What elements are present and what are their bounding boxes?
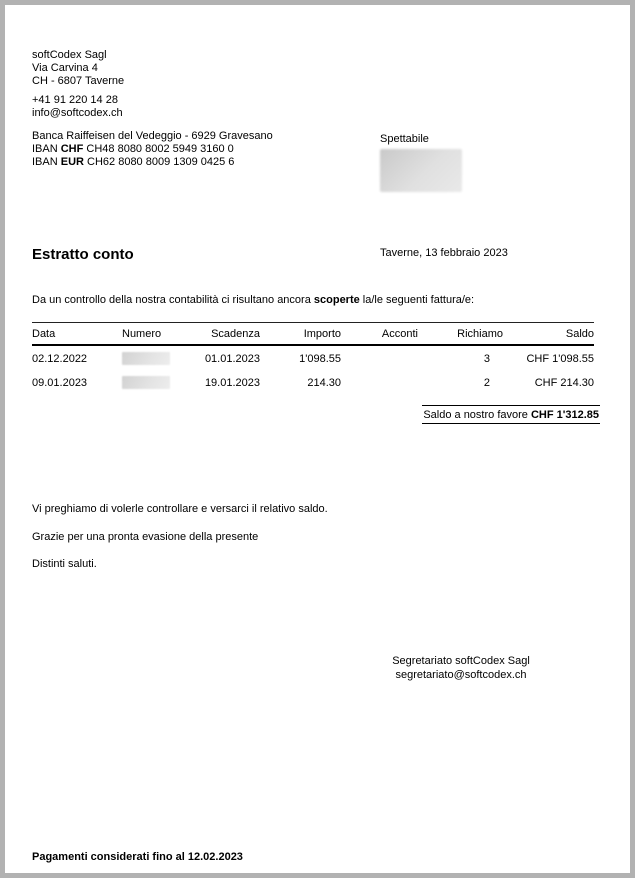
- cell-data: 09.01.2023: [32, 376, 88, 389]
- cell-numero: [122, 370, 192, 394]
- intro-paragraph: [32, 294, 602, 306]
- header-data: Data: [32, 323, 122, 346]
- cell-data: 02.12.2022: [32, 352, 88, 365]
- cell-scadenza: 01.01.2023: [204, 352, 260, 365]
- redacted-invoice-number: [122, 352, 170, 365]
- page-title: Estratto conto: [32, 246, 134, 263]
- signature-name: Segretariato softCodex Sagl: [392, 655, 530, 667]
- closing-line: Grazie per una pronta evasione della presente: [32, 530, 259, 543]
- cell-acconti: [341, 345, 418, 370]
- intro-text-before: Da un controllo della nostra contabilità ci risultano ancora: [32, 294, 314, 306]
- invoice-table-wrap: [32, 322, 594, 394]
- iban-eur-number: CH62 8080 8009 1309 0425 6: [83, 156, 235, 168]
- sender-email: info@softcodex.ch: [32, 107, 123, 119]
- recipient-block: [380, 133, 462, 192]
- signature-block: [331, 654, 591, 682]
- iban-eur-currency: EUR: [60, 156, 84, 168]
- closing-block: [32, 503, 512, 586]
- cell-importo: 214.30: [307, 376, 341, 389]
- cell-importo: 1'098.55: [299, 352, 341, 365]
- cell-richiamo: 2: [483, 376, 490, 389]
- header-acconti: Acconti: [341, 323, 418, 346]
- header-richiamo: Richiamo: [418, 323, 503, 346]
- header-saldo: Saldo: [503, 323, 594, 346]
- date-line: Taverne, 13 febbraio 2023: [380, 247, 508, 259]
- balance-total-amount: CHF 1'312.85: [530, 409, 599, 421]
- sender-iban-chf: [32, 143, 273, 156]
- footer-note: Pagamenti considerati fino al 12.02.2023: [32, 851, 243, 863]
- cell-saldo: CHF 214.30: [534, 376, 594, 389]
- intro-text-bold: scoperte: [313, 294, 360, 306]
- redacted-invoice-number: [122, 376, 170, 389]
- closing-line: Distinti saluti.: [32, 558, 97, 570]
- sender-street: Via Carvina 4: [32, 62, 98, 74]
- table-row: [32, 345, 594, 370]
- balance-total-label: Saldo a nostro favore: [423, 409, 531, 421]
- header-scadenza: Scadenza: [192, 323, 260, 346]
- intro-text-after: la/le seguenti fattura/e:: [359, 294, 475, 306]
- sender-city: CH - 6807 Taverne: [32, 75, 125, 87]
- sender-iban-eur: [32, 156, 273, 169]
- sender-name: softCodex Sagl: [32, 49, 107, 61]
- cell-acconti: [341, 370, 418, 394]
- iban-chf-number: CH48 8080 8002 5949 3160 0: [83, 143, 234, 155]
- header-numero: Numero: [122, 323, 192, 346]
- recipient-salutation: Spettabile: [380, 133, 429, 145]
- header-importo: Importo: [260, 323, 341, 346]
- sender-bank: Banca Raiffeisen del Vedeggio - 6929 Gravesano: [32, 130, 273, 142]
- signature-email: segretariato@softcodex.ch: [395, 669, 527, 681]
- balance-total: [422, 405, 600, 424]
- table-header-row: [32, 323, 594, 346]
- table-row: [32, 370, 594, 394]
- cell-numero: [122, 345, 192, 370]
- iban-eur-prefix: IBAN: [32, 156, 61, 168]
- redacted-recipient-address: [380, 149, 462, 192]
- cell-scadenza: 19.01.2023: [204, 376, 260, 389]
- sender-block: [32, 49, 273, 169]
- invoice-table: [32, 322, 594, 394]
- cell-richiamo: 3: [483, 352, 490, 365]
- closing-line: Vi preghiamo di volerle controllare e versarci il relativo saldo.: [32, 503, 328, 515]
- sender-phone: +41 91 220 14 28: [32, 94, 118, 106]
- cell-saldo: CHF 1'098.55: [526, 352, 594, 365]
- iban-chf-currency: CHF: [60, 143, 84, 155]
- iban-chf-prefix: IBAN: [32, 143, 61, 155]
